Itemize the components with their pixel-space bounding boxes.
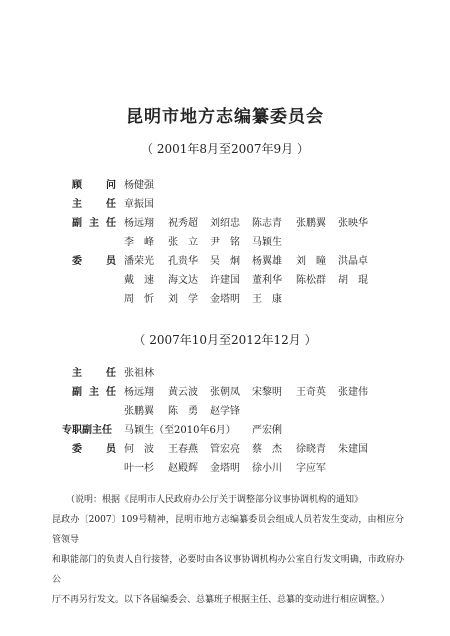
note-line: 厅不再另行发文。以下各届编委会、总纂班子根据主任、总纂的变动进行相应调整。） bbox=[52, 595, 390, 605]
member-name: 洪晶卓 bbox=[338, 256, 368, 267]
role-label: 主 任 bbox=[72, 368, 116, 379]
member-name: 杨远翔 bbox=[124, 218, 154, 229]
member-name: 董利华 bbox=[252, 275, 282, 286]
member-name: 字应军 bbox=[296, 463, 326, 474]
member-name: 戴 速 bbox=[124, 275, 154, 286]
role-label: 委 员 bbox=[72, 256, 116, 267]
member-name: 黄云波 bbox=[168, 387, 198, 398]
note-line: 和职能部门的负责人自行接替，必要时由各议事协调机构办公室自行发文明确，市政府办公 bbox=[52, 555, 404, 585]
member-name: 何 波 bbox=[124, 444, 154, 455]
member-name: 尹 铭 bbox=[210, 237, 240, 248]
member-name: 张朝凤 bbox=[210, 387, 240, 398]
member-name: 孔贵华 bbox=[168, 256, 198, 267]
member-name: 马颖生 bbox=[252, 237, 282, 248]
member-name: 王 康 bbox=[252, 294, 282, 305]
member-name: 祝秀超 bbox=[168, 218, 198, 229]
member-name: 叶一杉 bbox=[124, 463, 154, 474]
member-name: 刘绍忠 bbox=[210, 218, 240, 229]
period-heading-1: （ 2001年8月至2007年9月 ） bbox=[141, 142, 309, 156]
member-name: 王奇英 bbox=[296, 387, 326, 398]
member-name: 张祖林 bbox=[124, 368, 154, 379]
member-name: 徐晓青 bbox=[296, 444, 326, 455]
member-name: 赵殿辉 bbox=[168, 463, 198, 474]
member-name: 张建伟 bbox=[338, 387, 368, 398]
role-label: 委 员 bbox=[72, 444, 116, 455]
role-label: 副 主 任 bbox=[72, 218, 116, 229]
member-name: 刘 瞳 bbox=[296, 256, 326, 267]
member-name: 陈 勇 bbox=[168, 406, 198, 417]
member-name: 严宏俐 bbox=[252, 425, 282, 436]
member-name: 蔡 杰 bbox=[252, 444, 282, 455]
member-name: 马颖生（至2010年6月） bbox=[124, 425, 236, 436]
period-heading-2: （ 2007年10月至2012年12月 ） bbox=[133, 333, 317, 347]
note-line: 昆政办〔2007〕109号精神，昆明市地方志编纂委员会组成人员若发生变动，由相应分管领导 bbox=[52, 515, 404, 545]
member-name: 杨健强 bbox=[124, 180, 154, 191]
member-name: 张鹏翼 bbox=[296, 218, 326, 229]
note-line: （说明：根据《昆明市人民政府办公厅关于调整部分议事协调机构的通知》 bbox=[66, 495, 364, 505]
member-name: 王春燕 bbox=[168, 444, 198, 455]
member-name: 张鹏翼 bbox=[124, 406, 154, 417]
member-name: 章振国 bbox=[124, 199, 154, 210]
member-name: 潘荣光 bbox=[124, 256, 154, 267]
member-name: 赵学锋 bbox=[210, 406, 240, 417]
member-name: 朱建国 bbox=[338, 444, 368, 455]
member-name: 宋黎明 bbox=[252, 387, 282, 398]
member-name: 杨远翔 bbox=[124, 387, 154, 398]
member-name: 徐小川 bbox=[252, 463, 282, 474]
member-name: 金塔明 bbox=[210, 463, 240, 474]
member-name: 周 忻 bbox=[124, 294, 154, 305]
member-name: 吴 炯 bbox=[210, 256, 240, 267]
member-name: 张 立 bbox=[168, 237, 198, 248]
member-name: 胡 琨 bbox=[338, 275, 368, 286]
member-name: 陈松群 bbox=[296, 275, 326, 286]
role-label: 主 任 bbox=[72, 199, 116, 210]
role-label: 副 主 任 bbox=[72, 387, 116, 398]
member-name: 杨翼雄 bbox=[252, 256, 282, 267]
member-name: 刘 学 bbox=[168, 294, 198, 305]
member-name: 金塔明 bbox=[210, 294, 240, 305]
member-name: 李 峰 bbox=[124, 237, 154, 248]
member-name: 管宏亮 bbox=[210, 444, 240, 455]
member-name: 海文达 bbox=[168, 275, 198, 286]
page-title: 昆明市地方志编纂委员会 bbox=[126, 107, 324, 127]
member-name: 陈志青 bbox=[252, 218, 282, 229]
member-name: 张映华 bbox=[338, 218, 368, 229]
role-label: 专职副主任 bbox=[62, 425, 112, 436]
role-label: 顾 问 bbox=[72, 180, 116, 191]
member-name: 许建国 bbox=[210, 275, 240, 286]
explanatory-note bbox=[52, 490, 404, 610]
